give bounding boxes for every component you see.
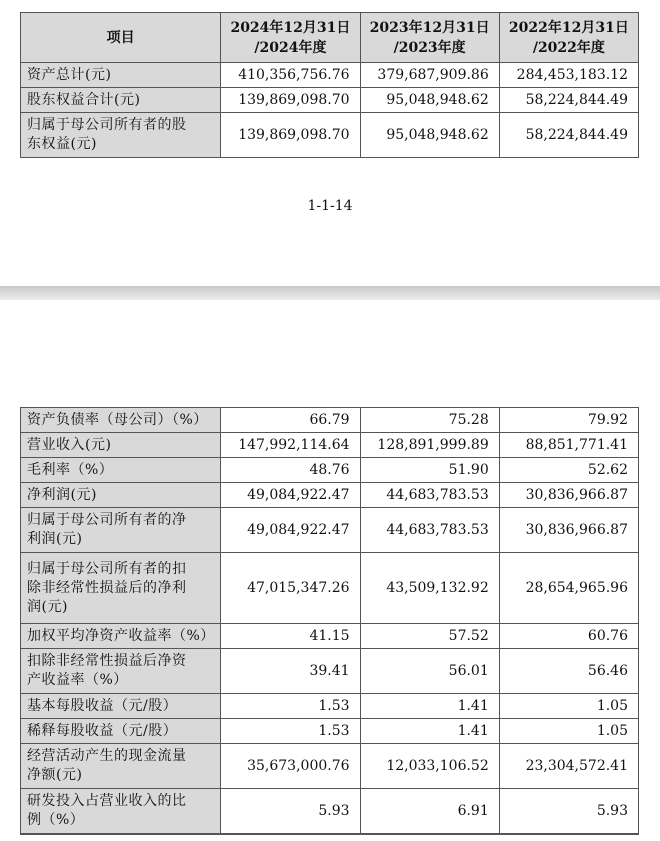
- value-2023: 51.90: [360, 458, 499, 483]
- table-row: [21, 789, 639, 834]
- value-2022: 284,453,183.12: [499, 63, 638, 88]
- value-2024: 41.15: [221, 624, 360, 649]
- value-2023: 44,683,783.53: [360, 508, 499, 553]
- value-2024: 49,084,922.47: [221, 508, 360, 553]
- value-2022: 28,654,965.96: [499, 553, 638, 624]
- row-label: [21, 433, 221, 458]
- table-row: [21, 624, 639, 649]
- row-label-line: 净额(元): [27, 767, 83, 783]
- header-2022-line2: /2022年度: [532, 39, 605, 56]
- row-label-line: 例（%）: [27, 812, 85, 828]
- value-2024: 139,869,098.70: [221, 88, 360, 113]
- value-2023: 12,033,106.52: [360, 744, 499, 789]
- row-label-line: 利润(元): [27, 531, 83, 547]
- row-label-line: 经营活动产生的现金流量: [27, 748, 187, 764]
- header-2023: [360, 13, 499, 63]
- value-2023: 44,683,783.53: [360, 483, 499, 508]
- value-2024: 39.41: [221, 649, 360, 694]
- value-2022: 58,224,844.49: [499, 113, 638, 158]
- value-2022: 52.62: [499, 458, 638, 483]
- table-row: [21, 694, 639, 719]
- row-label: [21, 113, 221, 158]
- row-label: [21, 508, 221, 553]
- value-2023: 1.41: [360, 694, 499, 719]
- value-2022: 58,224,844.49: [499, 88, 638, 113]
- value-2022: 60.76: [499, 624, 638, 649]
- table1-body: [21, 63, 639, 158]
- table-row: [21, 113, 639, 158]
- value-2024: 47,015,347.26: [221, 553, 360, 624]
- row-label-line: 股东权益合计(元): [27, 91, 141, 108]
- row-label-line: 稀释每股收益（元/股）: [27, 722, 178, 739]
- value-2022: 30,836,966.87: [499, 508, 638, 553]
- row-label-line: 资产总计(元): [27, 66, 112, 83]
- value-2024: 49,084,922.47: [221, 483, 360, 508]
- table2-body: [21, 408, 639, 834]
- header-2024-line2: /2024年度: [254, 39, 327, 56]
- row-label: [21, 63, 221, 88]
- header-2023-line1: 2023年12月31日: [369, 19, 490, 36]
- row-label: [21, 649, 221, 694]
- row-label: [21, 719, 221, 744]
- value-2024: 35,673,000.76: [221, 744, 360, 789]
- page-number: 1-1-14: [307, 198, 353, 214]
- value-2023: 95,048,948.62: [360, 113, 499, 158]
- row-label-line: 产收益率（%）: [27, 672, 128, 688]
- row-label: [21, 483, 221, 508]
- row-label-line: 净利润(元): [27, 486, 97, 503]
- table-row: [21, 744, 639, 789]
- table-row: [21, 508, 639, 553]
- table-row: [21, 433, 639, 458]
- row-label: [21, 88, 221, 113]
- table-row: [21, 88, 639, 113]
- table-row: [21, 63, 639, 88]
- table-row: [21, 483, 639, 508]
- header-2022-line1: 2022年12月31日: [508, 19, 629, 36]
- row-label: [21, 694, 221, 719]
- value-2024: 410,356,756.76: [221, 63, 360, 88]
- value-2022: 1.05: [499, 694, 638, 719]
- value-2023: 57.52: [360, 624, 499, 649]
- row-label-line: 东权益(元): [27, 136, 97, 152]
- row-label-line: 归属于母公司所有者的扣: [27, 560, 187, 577]
- value-2024: 66.79: [221, 408, 360, 433]
- row-label: [21, 458, 221, 483]
- value-2022: 30,836,966.87: [499, 483, 638, 508]
- value-2022: 23,304,572.41: [499, 744, 638, 789]
- value-2023: 128,891,999.89: [360, 433, 499, 458]
- value-2023: 43,509,132.92: [360, 553, 499, 624]
- financial-summary-table-bottom: [20, 407, 639, 834]
- header-2023-line2: /2023年度: [393, 39, 466, 56]
- value-2024: 5.93: [221, 789, 360, 834]
- row-label-line: 除非经常性损益后的净利: [27, 579, 187, 596]
- value-2023: 379,687,909.86: [360, 63, 499, 88]
- row-label-line: 润(元): [27, 598, 68, 615]
- row-label-line: 加权平均净资产收益率（%）: [27, 627, 215, 644]
- table-row: [21, 649, 639, 694]
- value-2024: 1.53: [221, 719, 360, 744]
- value-2022: 79.92: [499, 408, 638, 433]
- row-label-line: 营业收入(元): [27, 436, 112, 453]
- value-2022: 5.93: [499, 789, 638, 834]
- value-2022: 1.05: [499, 719, 638, 744]
- row-label: [21, 624, 221, 649]
- row-label-line: 扣除非经常性损益后净资: [27, 653, 187, 669]
- value-2024: 48.76: [221, 458, 360, 483]
- value-2022: 56.46: [499, 649, 638, 694]
- row-label-line: 毛利率（%）: [27, 461, 114, 478]
- table-header-row: [21, 13, 639, 63]
- value-2024: 139,869,098.70: [221, 113, 360, 158]
- row-label-line: 基本每股收益（元/股）: [27, 697, 178, 714]
- row-label: [21, 744, 221, 789]
- value-2023: 1.41: [360, 719, 499, 744]
- table-row: [21, 553, 639, 624]
- row-label-line: 研发投入占营业收入的比: [27, 793, 187, 809]
- value-2023: 56.01: [360, 649, 499, 694]
- value-2024: 147,992,114.64: [221, 433, 360, 458]
- row-label-line: 归属于母公司所有者的净: [27, 512, 187, 528]
- value-2023: 6.91: [360, 789, 499, 834]
- row-label: [21, 408, 221, 433]
- row-label-line: 资产负债率（母公司）（%）: [27, 411, 208, 428]
- table-row: [21, 458, 639, 483]
- value-2024: 1.53: [221, 694, 360, 719]
- header-2022: [499, 13, 638, 63]
- page-break-band: [0, 286, 660, 300]
- row-label-line: 归属于母公司所有者的股: [27, 117, 187, 133]
- value-2023: 95,048,948.62: [360, 88, 499, 113]
- value-2023: 75.28: [360, 408, 499, 433]
- header-2024: [221, 13, 360, 63]
- financial-summary-table-top: [20, 12, 639, 158]
- row-label: [21, 553, 221, 624]
- value-2022: 88,851,771.41: [499, 433, 638, 458]
- header-item: 项目: [21, 13, 221, 63]
- table-row: [21, 719, 639, 744]
- row-label: [21, 789, 221, 834]
- table-row: [21, 408, 639, 433]
- header-2024-line1: 2024年12月31日: [230, 19, 351, 36]
